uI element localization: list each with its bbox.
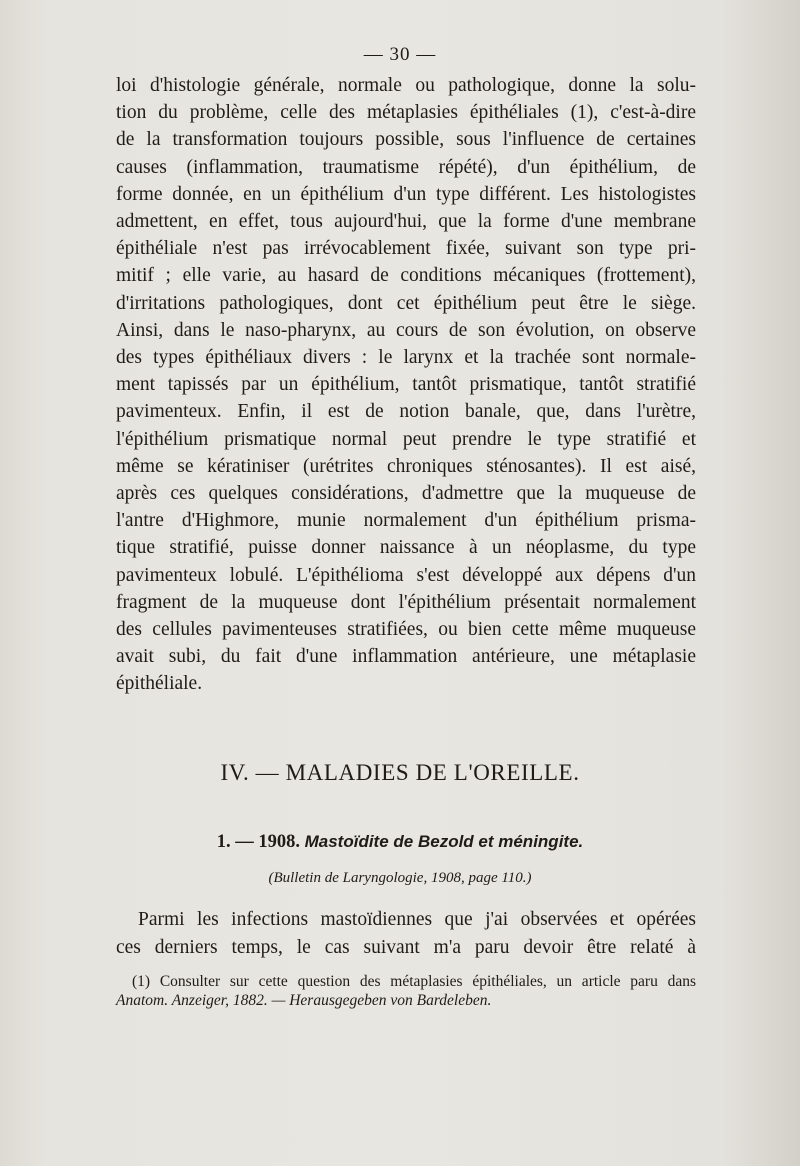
text-line: tique stratifié, puisse donner naissance à un néoplasme, du type: [116, 537, 696, 559]
footnote-line: (1) Consulter sur cette question des métaplasies épithéliales, un article paru dans: [132, 973, 696, 990]
text-line: Ainsi, dans le naso-pharynx, au cours de son évolution, on observe: [116, 319, 696, 341]
text-line: pavimenteux. Enfin, il est de notion banale, que, dans l'urètre,: [116, 401, 696, 423]
text-line: ces derniers temps, le cas suivant m'a paru devoir être relaté à: [116, 936, 696, 958]
footnote-line: Anatom. Anzeiger, 1882. — Herausgegeben von Bardeleben.: [116, 992, 492, 1009]
text-line: après ces quelques considérations, d'admettre que la muqueuse de: [116, 483, 696, 505]
footnote: [116, 972, 696, 1010]
text-line: mitif ; elle varie, au hasard de conditions mécaniques (frottement),: [116, 265, 696, 287]
text-line: causes (inflammation, traumatisme répété), d'un épithélium, de: [116, 156, 696, 178]
text-line: des types épithéliaux divers : le larynx et la trachée sont normale-: [116, 347, 696, 369]
text-line: fragment de la muqueuse dont l'épithélium présentait normalement: [116, 591, 696, 613]
body-paragraph: [116, 72, 696, 698]
text-line: épithéliale.: [116, 673, 203, 695]
entry-source: (Bulletin de Laryngologie, 1908, page 110.): [268, 870, 532, 886]
text-line: même se kératiniser (urétrites chroniques sténosantes). Il est aisé,: [116, 455, 696, 477]
text-line: l'épithélium prismatique normal peut prendre le type stratifié et: [116, 428, 696, 450]
entry-title: Mastoïdite de Bezold et méningite.: [304, 832, 584, 851]
text-line: admettent, en effet, tous aujourd'hui, que la forme d'une membrane: [116, 211, 696, 233]
text-line: tion du problème, celle des métaplasies épithéliales (1), c'est-à-dire: [116, 102, 696, 124]
entry-heading: [0, 832, 800, 853]
section-title: IV. — MALADIES DE L'OREILLE.: [220, 760, 580, 785]
intro-paragraph: [116, 906, 696, 961]
text-line: loi d'histologie générale, normale ou pathologique, donne la solu-: [116, 75, 696, 96]
text-line: l'antre d'Highmore, munie normalement d'un épithélium prisma-: [116, 510, 696, 532]
text-line: Parmi les infections mastoïdiennes que j'ai observées et opérées: [138, 909, 696, 930]
text-line: épithéliale n'est pas irrévocablement fixée, suivant son type pri-: [116, 238, 696, 260]
text-line: avait subi, du fait d'une inflammation antérieure, une métaplasie: [116, 646, 696, 668]
text-line: des cellules pavimenteuses stratifiées, ou bien cette même muqueuse: [116, 619, 696, 641]
text-line: forme donnée, en un épithélium d'un type différent. Les histologistes: [116, 183, 696, 205]
text-line: ment tapissés par un épithélium, tantôt prismatique, tantôt stratifié: [116, 374, 696, 396]
page-number: — 30 —: [363, 44, 437, 65]
text-line: pavimenteux lobulé. L'épithélioma s'est développé aux dépens d'un: [116, 564, 696, 586]
entry-number: 1. — 1908.: [216, 832, 300, 852]
text-line: de la transformation toujours possible, sous l'influence de certaines: [116, 129, 696, 151]
text-line: d'irritations pathologiques, dont cet épithélium peut être le siège.: [116, 292, 696, 314]
